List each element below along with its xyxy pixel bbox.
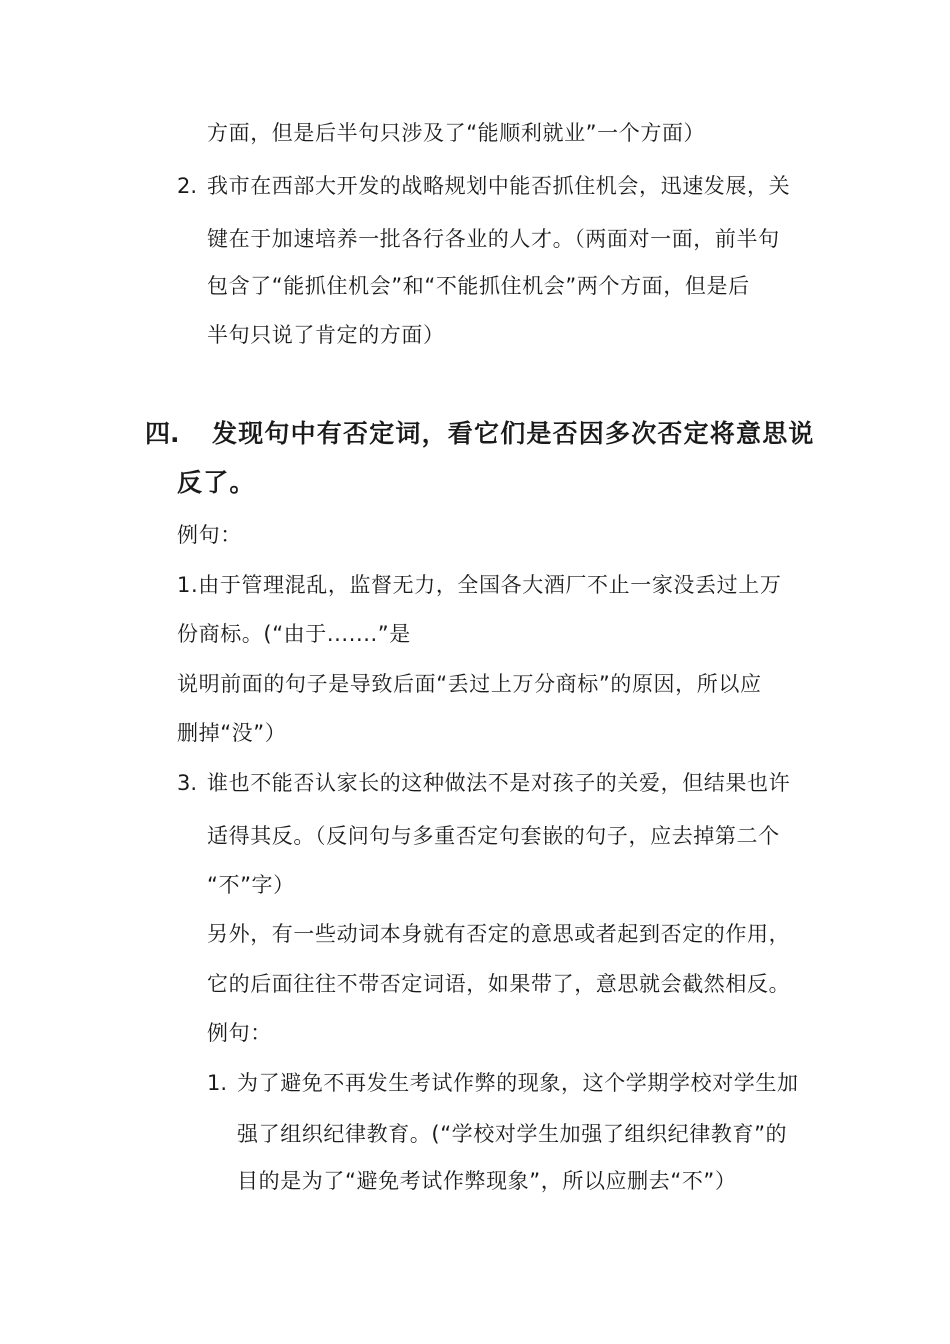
item2-line-1: 我市在西部大开发的战略规划中能否抓住机会，迅速发展，关 [207, 174, 791, 198]
example3-line-3: “不”字） [207, 873, 295, 897]
sub-example1-line-1: 为了避免不再发生考试作弊的现象，这个学期学校对学生加 [237, 1071, 799, 1095]
item1-continuation: 方面，但是后半句只涉及了“能顺利就业”一个方面） [207, 121, 706, 145]
item2-number: 2. [177, 174, 198, 198]
example1-line-1: 1.由于管理混乱，监督无力，全国各大酒厂不止一家没丢过上万 [177, 573, 782, 597]
example3-number: 3. [177, 771, 198, 795]
example1-line-3: 说明前面的句子是导致后面“丢过上万分商标”的原因，所以应 [177, 672, 762, 696]
section4-title-line-1: 发现句中有否定词，看它们是否因多次否定将意思说 [212, 419, 815, 448]
example3-line-1: 谁也不能否认家长的这种做法不是对孩子的关爱，但结果也许 [207, 771, 791, 795]
sub-example1-line-2: 强了组织纪律教育。(“学校对学生加强了组织纪律教育”的 [237, 1122, 788, 1146]
example3-line-2: 适得其反。（反问句与多重否定句套嵌的句子，应去掉第二个 [207, 824, 780, 848]
example1-line-4: 删掉“没”） [177, 721, 287, 745]
note-line-2: 它的后面往往不带否定词语，如果带了，意思就会截然相反。 [207, 972, 791, 996]
note-line-1: 另外，有一些动词本身就有否定的意思或者起到否定的作用， [207, 922, 791, 946]
item2-line-3: 包含了“能抓住机会”和“不能抓住机会”两个方面，但是后 [207, 274, 750, 298]
item2-line-2: 键在于加速培养一批各行各业的人才。（两面对一面，前半句 [207, 227, 780, 251]
item2-line-4: 半句只说了肯定的方面） [207, 323, 445, 347]
section4-number: 四. [145, 419, 180, 448]
example-label-2: 例句： [207, 1021, 272, 1045]
example-label: 例句： [177, 523, 242, 547]
example1-line-2: 份商标。(“由于.......”是 [177, 622, 411, 646]
sub-example1-number: 1. [207, 1071, 228, 1095]
section4-title-line-2: 反了。 [177, 468, 256, 497]
sub-example1-line-3: 目的是为了“避免考试作弊现象”，所以应删去“不”） [237, 1169, 737, 1193]
